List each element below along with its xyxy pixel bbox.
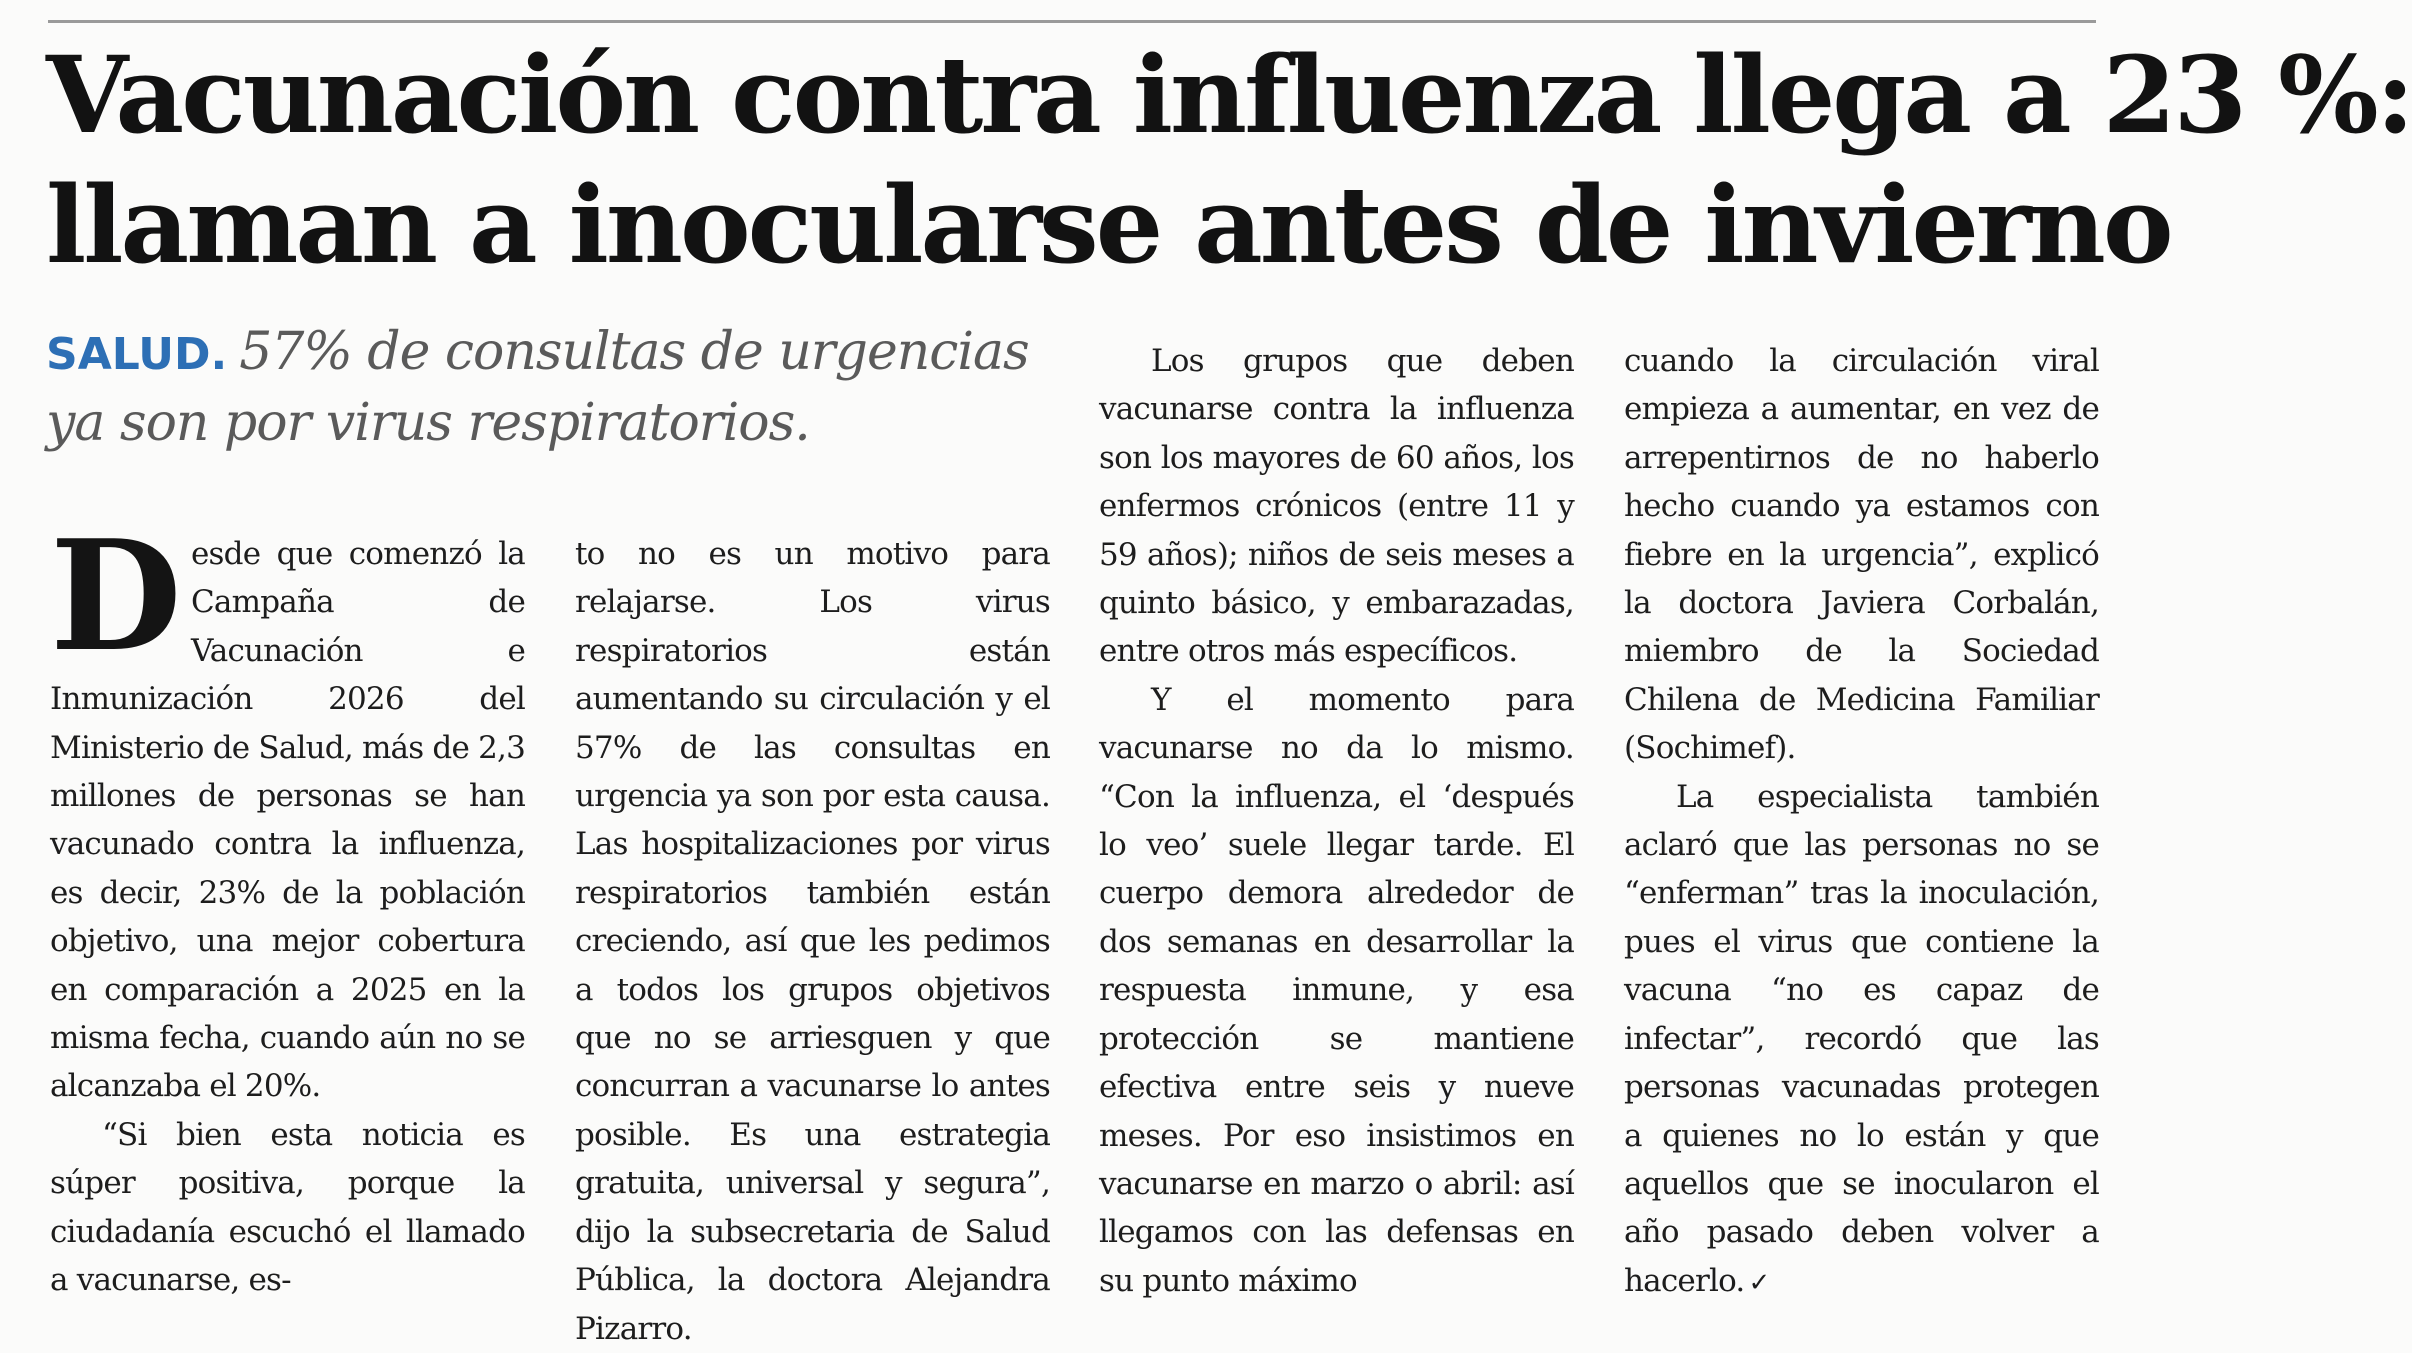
top-rule bbox=[48, 20, 2096, 23]
column-1 bbox=[50, 506, 525, 1305]
column-4-paragraph-1: cuando la circulación viral empieza a aumentar, en vez de arrepentirnos de no haberlo hecho cuando ya estamos con fiebre en la urgencia”, explicó la doctora Javiera Corbalán, miembro de la Sociedad Chilena de Medicina Familiar (Sochimef). bbox=[1624, 343, 2099, 767]
end-mark-icon: ✓ bbox=[1748, 1267, 1770, 1298]
column-1-paragraph-2: “Si bien esta noticia es súper positiva, porque la ciudadanía escuchó el llamado a vacunarse, es- bbox=[50, 1116, 525, 1299]
column-3-paragraph-2: Y el momento para vacunarse no da lo mismo. “Con la influenza, el ‘después lo veo’ suele llegar tarde. El cuerpo demora alrededor de dos semanas en desarrollar la respuesta inmune, y esa protección se mantiene efectiva entre seis y nueve meses. Por eso insistimos en vacunarse en marzo o abril: así llegamos con las defensas en su punto máximo bbox=[1099, 681, 1574, 1299]
headline-line-1: Vacunación contra influenza llega a 23 %: bbox=[46, 32, 2412, 157]
column-2-paragraph-1: to no es un motivo para relajarse. Los virus respiratorios están aumentando su circulación y el 57% de las consultas en urgencia ya son por esta causa. Las hospitalizaciones por virus respiratorios también están creciendo, así que les pedimos a todos los grupos objetivos que no se arriesguen y que concurran a vacunarse lo antes posible. Es una estrategia gratuita, universal y segura”, dijo la subsecretaria de Salud Pública, la doctora Alejandra Pizarro. bbox=[575, 536, 1050, 1347]
headline bbox=[46, 30, 2412, 290]
column-4-paragraph-2 bbox=[1624, 773, 2099, 1307]
column-2 bbox=[575, 530, 1050, 1353]
headline-line-2: llaman a inocularse antes de invierno bbox=[46, 162, 2171, 287]
section-tag: SALUD. bbox=[46, 329, 228, 380]
column-3 bbox=[1099, 337, 1574, 1305]
deck bbox=[46, 318, 1046, 457]
column-1-paragraph-1-text: esde que comenzó la Campaña de Vacunación e Inmunización 2026 del Ministerio de Salud, más de 2,3 millones de personas se han vacunado contra la influenza, es decir, 23% de la población objetivo, una mejor cobertura en comparación a 2025 en la misma fecha, cuando aún no se alcanzaba el 20%. bbox=[50, 536, 525, 1105]
column-1-paragraph-1 bbox=[50, 506, 525, 1111]
deck-text: 57% de consultas de urgencias ya son por virus respiratorios. bbox=[46, 322, 1029, 453]
column-4-paragraph-2-text: La especialista también aclaró que las personas no se “enferman” tras la inoculación, pues el virus que contiene la vacuna “no es capaz de infectar”, recordó que las personas vacunadas protegen a quienes no lo están y que aquellos que se inocularon el año pasado deben volver a hacerlo. bbox=[1624, 778, 2099, 1299]
column-4 bbox=[1624, 337, 2099, 1307]
drop-cap: D bbox=[50, 506, 182, 685]
column-3-paragraph-1: Los grupos que deben vacunarse contra la influenza son los mayores de 60 años, los enfermos crónicos (entre 11 y 59 años); niños de seis meses a quinto básico, y embarazadas, entre otros más específicos. bbox=[1099, 343, 1574, 670]
